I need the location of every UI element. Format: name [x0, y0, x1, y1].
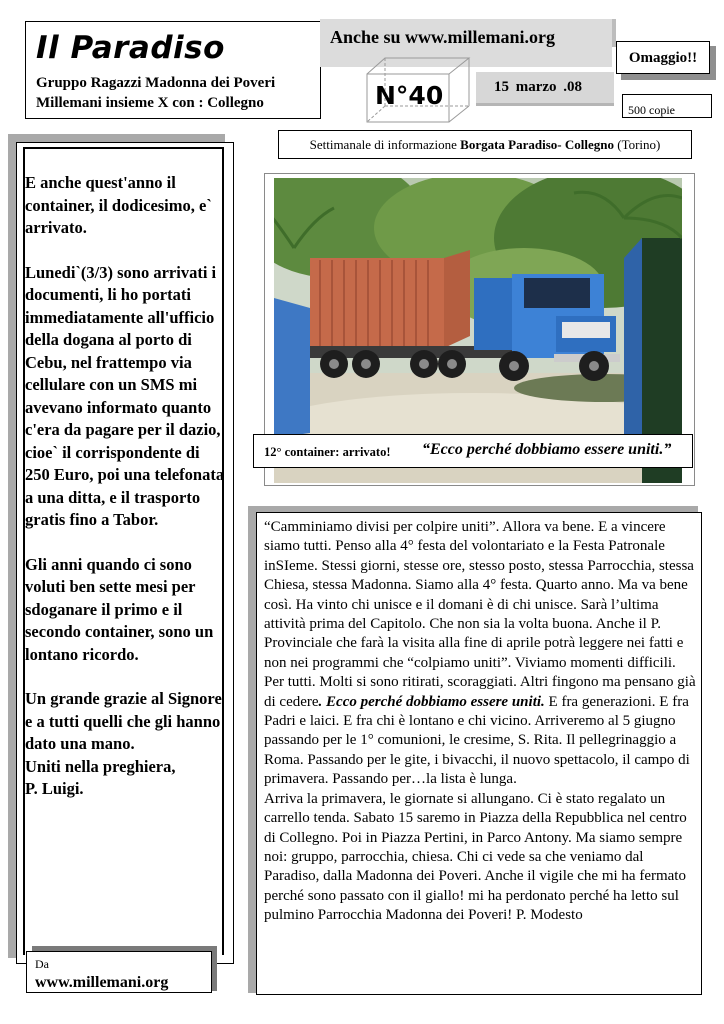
- newspaper-title: Il Paradiso: [36, 30, 225, 66]
- shipping-container-icon: [310, 250, 470, 348]
- website-banner-text: Anche su www.millemani.org: [330, 27, 555, 47]
- footer-source-box: [26, 951, 212, 993]
- photo-caption-quote: “Ecco perché dobbiamo essere uniti.”: [422, 441, 672, 458]
- masthead-box: [25, 21, 321, 119]
- issue-number: N°40: [375, 81, 444, 110]
- left-column-letter: [25, 172, 225, 823]
- footer-label: Da: [35, 957, 49, 971]
- info-strip-prefix: Settimanale di informazione: [309, 137, 461, 152]
- info-strip-location: Borgata Paradiso- Collegno: [460, 137, 614, 152]
- issue-number-cube: [365, 56, 473, 124]
- masthead-subtitle-line1: Gruppo Ragazzi Madonna dei Poveri: [36, 75, 276, 91]
- article-emphasis: . Ecco perché dobbiamo essere uniti.: [318, 693, 545, 710]
- print-run-count: 500 copie: [622, 94, 712, 118]
- letter-paragraph: Gli anni quando ci sono voluti ben sette mesi per sdoganare il primo e il secondo container, sono un lontano ricordo.: [25, 554, 214, 664]
- truck-cab-icon: [474, 274, 620, 362]
- letter-paragraph: Lunedi`(3/3) sono arrivati i documenti, li ho portati immediatamente all'ufficio della dogana al porto di Cebu, nel frattempo via cellulare con un SMS mi avevano informato quanto c'era da pagare per il dazio, cioe` il corrispondente di 250 Euro, poi una telefonata a una ditta, e il trasporto gratis fino a Tabor.: [25, 262, 225, 529]
- date-panel: [476, 72, 614, 106]
- article-text-before: “Camminiamo divisi per colpire uniti”. Allora va bene. E a vincere siamo tutti. Penso alla 4° festa del volontariato e la Festa Patronale inSIeme. Stessi giorni, stesse ore, stesso posto, stessa Parrocchia, stessa Chiesa, stessa Madonna. Siamo alla 4° festa. Quarto anno. Ma va bene così. Ha vinto chi unisce e il domani è di chi unisce. Sarà l’ultima attività prima del Capitolo. Che non sia la volta buona. Anche il P. Provinciale che farà la visita alla fine di aprile potrà leggere nei fatti e non nei programmi che “colpiamo uniti”. Viviamo momenti difficili. Per tutti. Molti si sono ritirati, scoraggiati. Altri fingono ma pensano già di cedere: [264, 519, 696, 710]
- article-body: [264, 518, 698, 926]
- footer-website-link[interactable]: www.millemani.org: [35, 974, 169, 991]
- weekly-info-strip: [278, 130, 692, 159]
- photo-caption-box: [253, 434, 693, 468]
- issue-date: 15 marzo .08: [494, 79, 583, 95]
- masthead-subtitle-line2: Millemani insieme X con : Collegno: [36, 95, 264, 111]
- article-text-after: E fra generazioni. E fra Padri e laici. E fra chi è lontano e chi vicino. Arriveremo al 5 giugno passando per le 1° comunioni, le cresime, S. Rita. Il pellegrinaggio a Roma. Passando per le gite, i bivacchi, il nuovo spettacolo, il campo di primavera. Passando per…la lista è lunga. Arriva la primavera, le giornate si allungano. Ci è stato regalato un carrello tenda. Sabato 15 saremo in Piazza della Repubblica nel centro di Collegno. Poi in Piazza Pertini, in Parco Antony. Ma siamo sempre noi: gruppo, parrocchia, chiesa. Chi ci vede sa che veniamo dal Paradiso, dalla Madonna dei Poveri. Anche il vigile che mi ha fermato perché sono passato con il giallo! mi ha perdonato perché ha letto sul pulmino Parrocchia Madonna dei Poveri! P. Modesto: [264, 693, 690, 924]
- letter-paragraph: E anche quest'anno il container, il dodicesimo, e` arrivato.: [25, 173, 212, 237]
- free-copy-badge: Omaggio!!: [616, 41, 710, 74]
- info-strip-suffix: (Torino): [613, 137, 661, 152]
- letter-paragraph: Un grande grazie al Signore e a tutti quelli che gli hanno dato una mano. Uniti nella preghiera, P. Luigi.: [25, 689, 222, 798]
- photo-caption-text: 12° container: arrivato!: [264, 445, 391, 459]
